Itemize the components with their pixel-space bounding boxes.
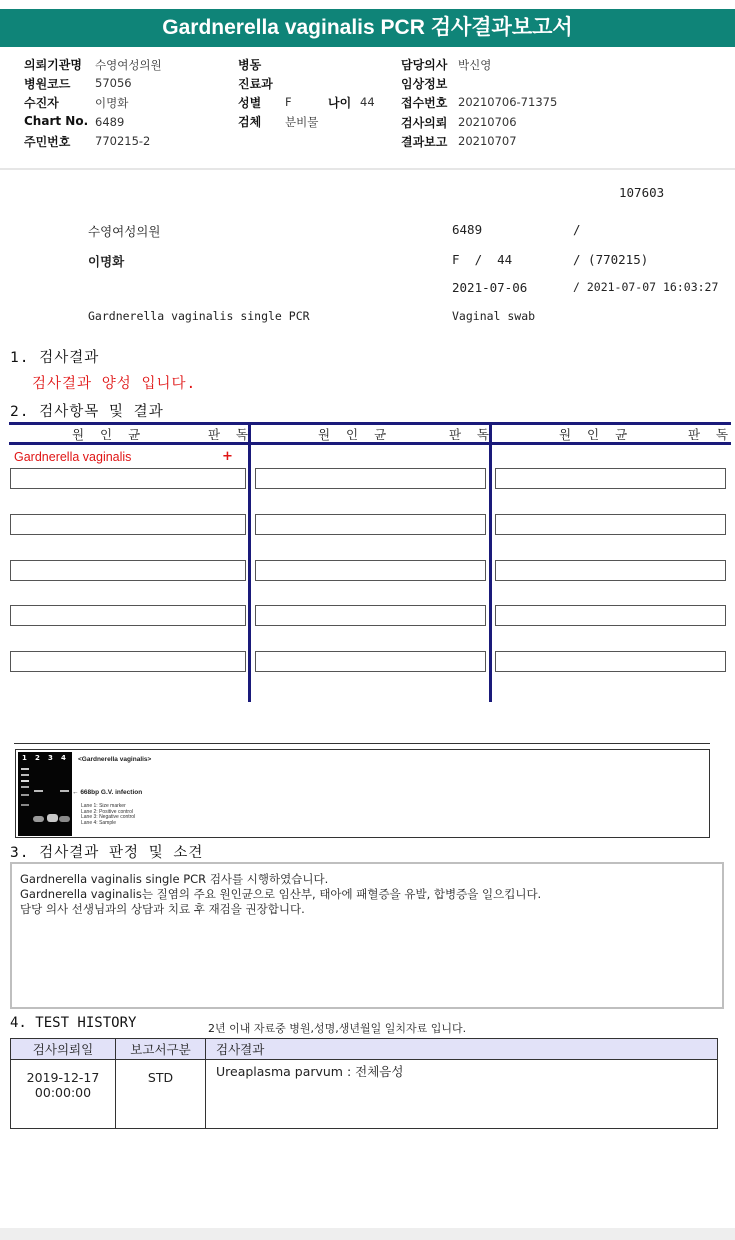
label-physician: 담당의사	[401, 58, 448, 72]
comment-box	[10, 862, 724, 1009]
summary-hospital: 수영여성의원	[88, 224, 161, 239]
label-department: 진료과	[238, 77, 273, 91]
result-slot	[10, 605, 246, 626]
history-time: 00:00:00	[34, 1085, 92, 1100]
summary-patient: 이명화	[88, 254, 125, 269]
value-requesting-org: 수영여성의원	[95, 58, 162, 72]
ladder-band	[21, 804, 29, 806]
comment-text	[20, 872, 715, 917]
col-header-judgement-1: 판 독	[208, 427, 255, 442]
gel-legend-item: Lane 3: Negative control	[81, 814, 136, 820]
label-report-date: 결과보고	[401, 135, 448, 149]
result-slot	[10, 468, 246, 489]
label-ward: 병동	[238, 58, 262, 72]
pathogen-name: Gardnerella vaginalis	[14, 450, 132, 464]
page-footer	[0, 1228, 735, 1240]
value-patient: 이명화	[95, 96, 129, 110]
label-requesting-org: 의뢰기관명	[24, 58, 82, 72]
comment-line: Gardnerella vaginalis single PCR 검사를 시행하였습니다.	[20, 872, 329, 886]
gel-band-label: ← 668bp G.V. infection	[72, 789, 143, 796]
label-receipt-no: 접수번호	[401, 96, 448, 110]
col-header-judgement-2: 판 독	[449, 427, 496, 442]
ladder-band	[21, 768, 29, 770]
primer-band	[59, 816, 70, 822]
summary-test-name: Gardnerella vaginalis single PCR	[88, 309, 310, 323]
comment-line: Gardnerella vaginalis는 질염의 주요 원인균으로 임산부, 태아에 패혈증을 유발, 합병증을 일으킵니다.	[20, 887, 542, 901]
result-slot	[495, 560, 726, 581]
result-slot	[255, 514, 486, 535]
label-specimen: 검체	[238, 115, 262, 129]
col-header-pathogen-2: 원 인 균	[318, 427, 393, 442]
result-statement: 검사결과 양성 입니다.	[32, 376, 197, 392]
value-age: 44	[360, 95, 375, 109]
result-slot	[10, 514, 246, 535]
summary-request-date: 2021-07-06	[452, 280, 528, 295]
history-note: 2년 이내 자료중 병원,성명,생년월일 일치자료 입니다.	[208, 1022, 467, 1035]
ladder-band	[21, 794, 29, 796]
lane-number: 3	[48, 754, 53, 762]
section1-title: 1. 검사결과	[10, 350, 100, 366]
summary-id: / (770215)	[573, 252, 649, 267]
label-request-date: 검사의뢰	[401, 116, 448, 130]
gel-electrophoresis-image	[18, 752, 72, 836]
section2-title: 2. 검사항목 및 결과	[10, 404, 164, 420]
value-sex: F	[285, 95, 292, 109]
history-result: Ureaplasma parvum : 전체음성	[206, 1060, 718, 1129]
history-type: STD	[116, 1060, 206, 1129]
primer-band	[33, 816, 44, 822]
gel-band-label-text: 668bp G.V. infection	[80, 789, 143, 796]
history-col-result: 검사결과	[206, 1039, 718, 1060]
label-patient: 수진자	[24, 96, 59, 110]
lane-number: 1	[22, 754, 27, 762]
grid-divider-1	[248, 422, 251, 702]
header-info	[0, 50, 735, 168]
value-physician: 박신영	[458, 58, 492, 72]
history-header-row	[11, 1039, 718, 1060]
lane-number: 2	[35, 754, 40, 762]
gel-legend-item: Lane 2: Positive control	[81, 808, 133, 815]
history-table	[10, 1038, 718, 1129]
table-row	[11, 1060, 718, 1129]
result-slot	[495, 651, 726, 672]
label-sex: 성별	[238, 96, 262, 110]
result-slot	[10, 560, 246, 581]
ladder-band	[21, 780, 29, 782]
result-slot	[255, 651, 486, 672]
pathogen-result: +	[222, 449, 233, 464]
value-report-date: 20210707	[458, 134, 517, 148]
primer-band	[47, 814, 58, 822]
summary-slash: /	[573, 222, 581, 237]
grid-divider-2	[489, 422, 492, 702]
summary-report-datetime: / 2021-07-07 16:03:27	[573, 280, 719, 294]
col-header-pathogen-3: 원 인 균	[559, 427, 634, 442]
header-divider	[0, 168, 735, 170]
col-header-pathogen-1: 원 인 균	[72, 427, 147, 442]
result-slot	[10, 651, 246, 672]
value-hospital-code: 57056	[95, 76, 132, 90]
history-date: 2019-12-17	[26, 1070, 100, 1085]
sample-band	[34, 790, 43, 792]
label-clinical-info: 임상정보	[401, 77, 448, 91]
history-date-cell	[11, 1060, 116, 1129]
sample-band	[60, 790, 69, 792]
result-slot	[495, 605, 726, 626]
result-slot	[255, 468, 486, 489]
history-col-type: 보고서구분	[116, 1039, 206, 1060]
gel-legend	[81, 804, 135, 826]
gel-top-rule	[14, 743, 710, 744]
comment-line: 담당 의사 선생님과의 상담과 치료 후 재검을 권장합니다.	[20, 902, 305, 916]
gel-legend-item: Lane 1: Size marker	[81, 803, 126, 809]
value-receipt-no: 20210706-71375	[458, 95, 558, 109]
ladder-band	[21, 786, 29, 788]
result-slot	[255, 605, 486, 626]
col-header-judgement-3: 판 독	[688, 427, 735, 442]
report-number: 107603	[619, 185, 665, 200]
value-request-date: 20210706	[458, 115, 517, 129]
value-resident-no: 770215-2	[95, 134, 151, 148]
section4-title: 4. TEST HISTORY	[10, 1015, 137, 1031]
gel-heading: <Gardnerella vaginalis>	[78, 756, 152, 763]
summary-specimen: Vaginal swab	[452, 309, 536, 323]
summary-chart-no: 6489	[452, 222, 483, 237]
history-col-date: 검사의뢰일	[11, 1039, 116, 1060]
result-slot	[495, 514, 726, 535]
lane-number: 4	[61, 754, 66, 762]
ladder-band	[21, 774, 29, 776]
result-slot	[255, 560, 486, 581]
section3-title: 3. 검사결과 판정 및 소견	[10, 845, 204, 861]
report-title: Gardnerella vaginalis PCR 검사결과보고서	[0, 9, 735, 47]
label-chart-no: Chart No.	[24, 114, 89, 128]
label-age: 나이	[328, 96, 352, 110]
value-chart-no: 6489	[95, 115, 125, 129]
gel-legend-item: Lane 4: Sample	[81, 819, 117, 826]
value-specimen: 분비물	[285, 115, 319, 129]
label-resident-no: 주민번호	[24, 135, 71, 149]
result-slot	[495, 468, 726, 489]
label-hospital-code: 병원코드	[24, 77, 71, 91]
summary-sex-age: F / 44	[452, 252, 513, 267]
